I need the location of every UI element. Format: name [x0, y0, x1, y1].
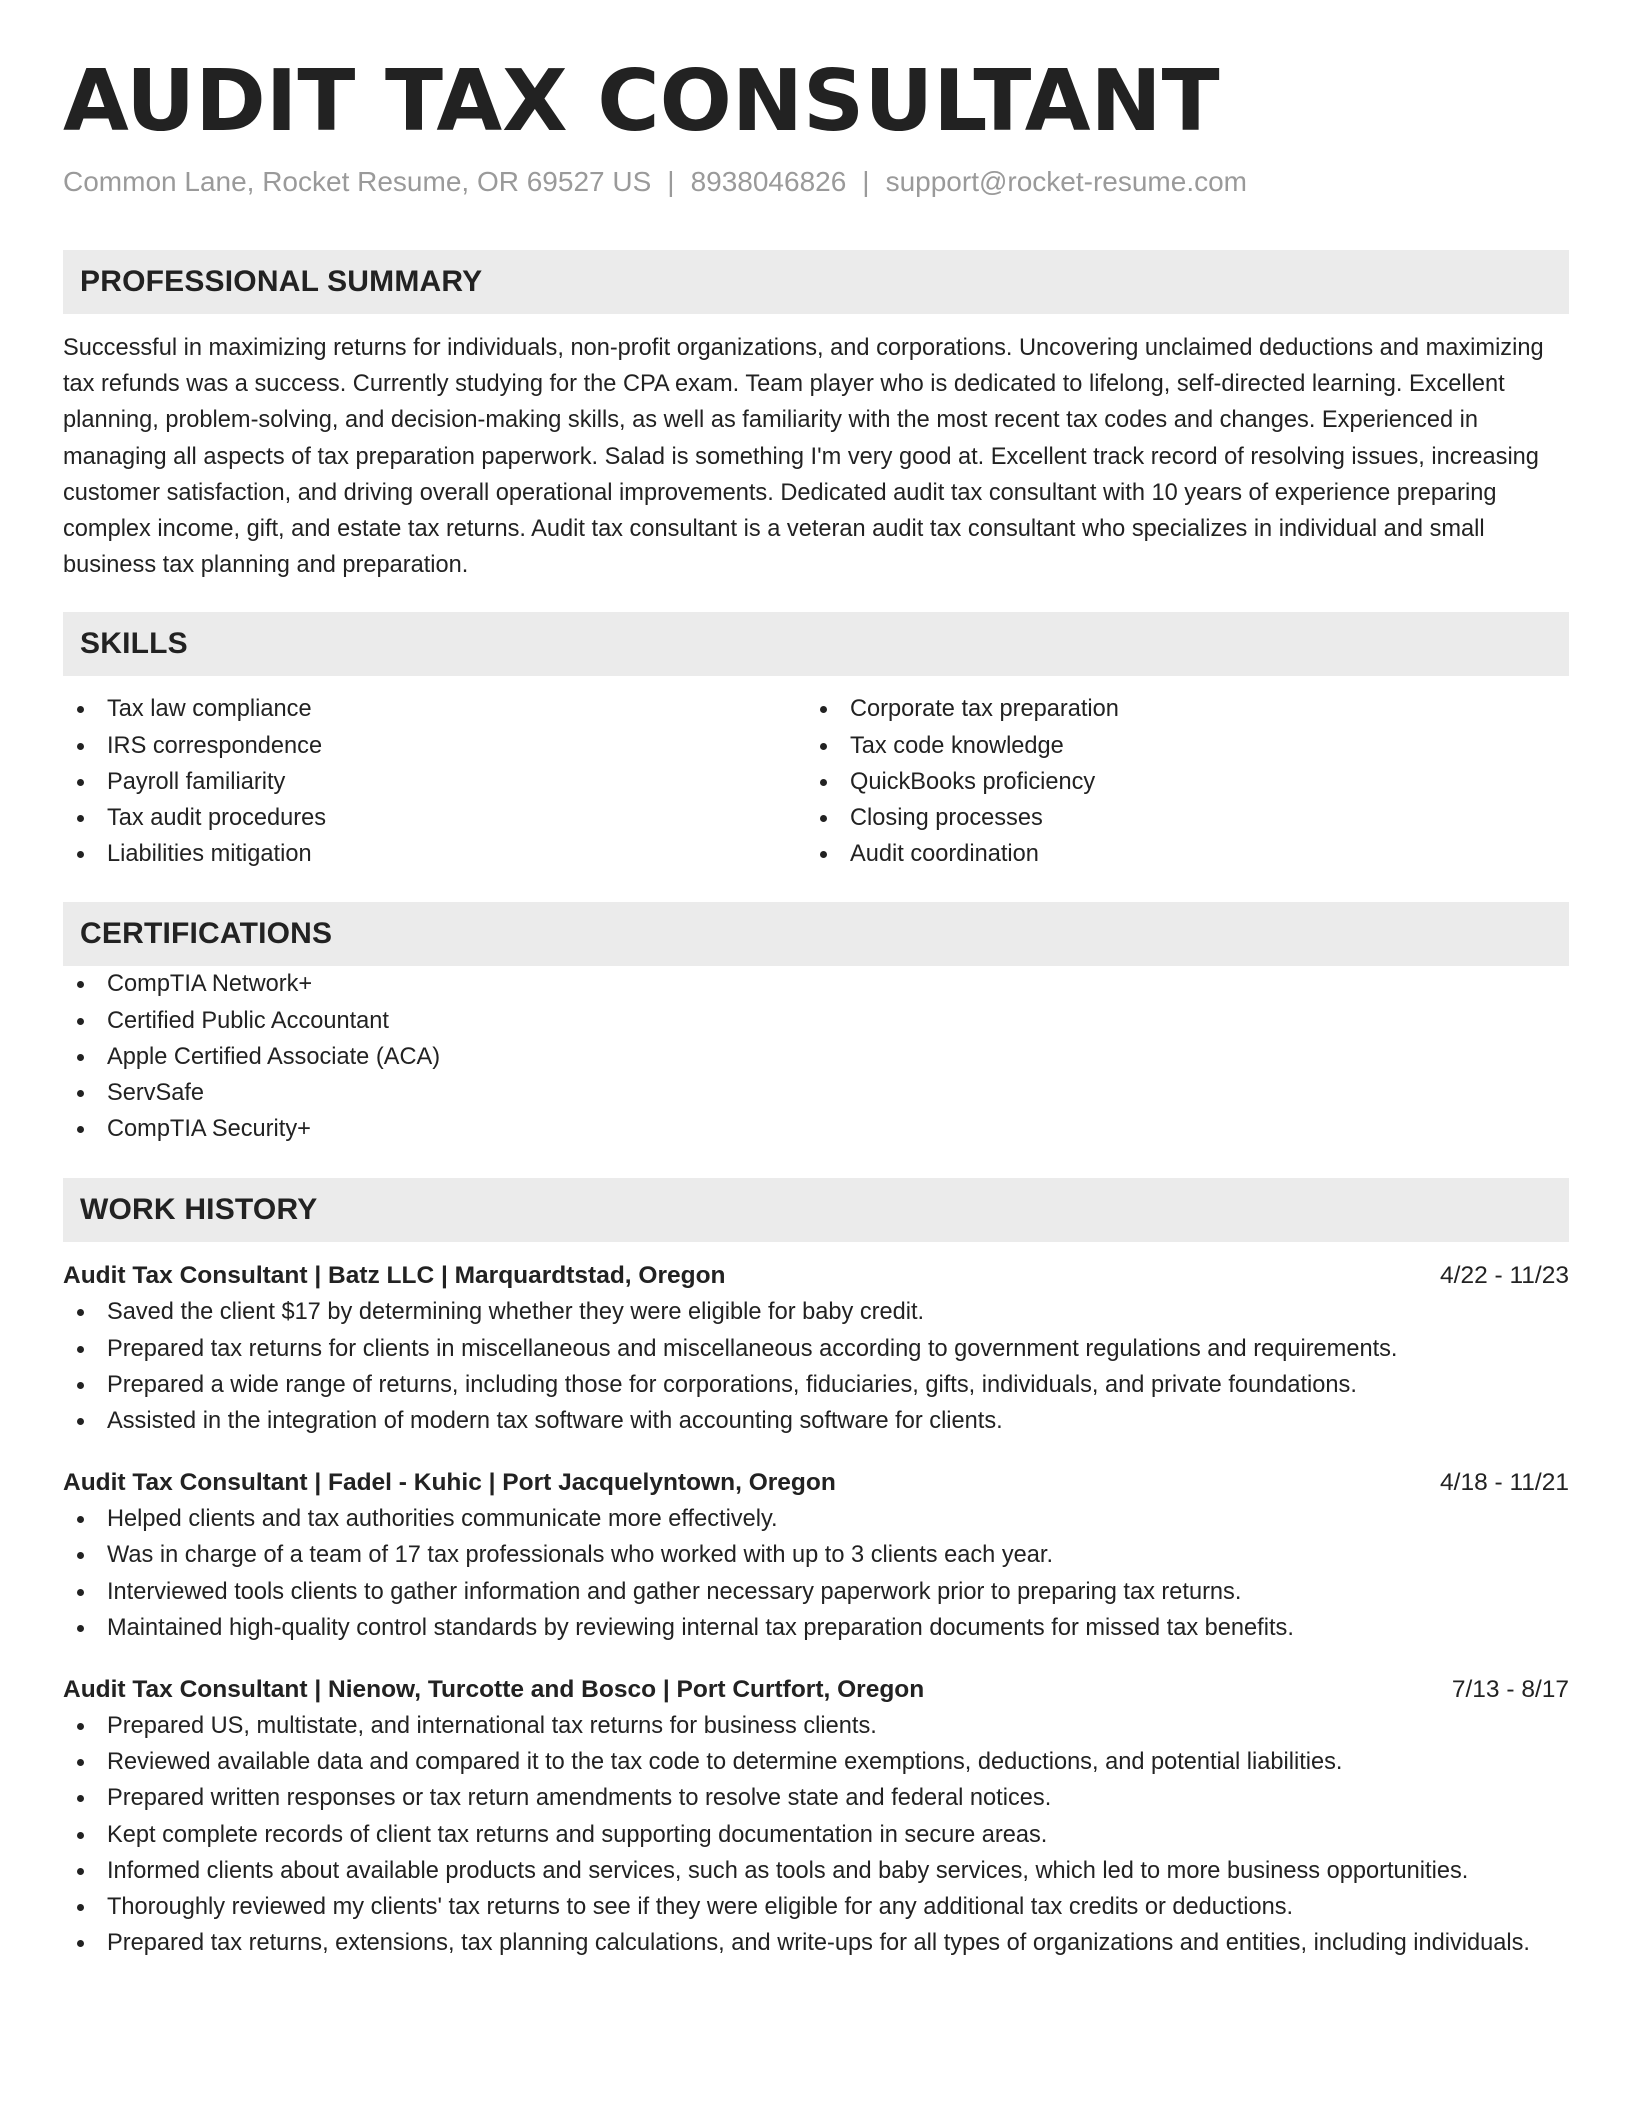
certification-item: CompTIA Security+ [63, 1111, 1569, 1147]
job-bullets [63, 1708, 1569, 1961]
skill-item: Liabilities mitigation [63, 836, 806, 872]
job-heading: Audit Tax Consultant | Batz LLC | Marquardtstad, Oregon [63, 1262, 726, 1290]
job-bullet: Informed clients about available products and services, such as tools and baby services, which led to more business opportunities. [63, 1853, 1569, 1889]
job-bullet: Prepared tax returns for clients in miscellaneous and miscellaneous according to government regulations and requirements. [63, 1331, 1569, 1367]
job-bullets [63, 1294, 1569, 1439]
job-bullet: Saved the client $17 by determining whether they were eligible for baby credit. [63, 1294, 1569, 1330]
certifications-list [63, 966, 1569, 1147]
certifications-section-header: CERTIFICATIONS [63, 902, 1569, 966]
job-bullets [63, 1501, 1569, 1646]
job-bullet: Prepared US, multistate, and international tax returns for business clients. [63, 1708, 1569, 1744]
certification-item: Certified Public Accountant [63, 1003, 1569, 1039]
skill-item: QuickBooks proficiency [806, 764, 1549, 800]
summary-text: Successful in maximizing returns for individuals, non-profit organizations, and corporations. Uncovering unclaimed deductions and maximizing tax refunds was a success. Currently studying for the CPA exam. Team player who is dedicated to lifelong, self-directed learning. Excellent planning, problem-solving, and decision-making skills, as well as familiarity with the most recent tax codes and changes. Experienced in managing all aspects of tax preparation paperwork. Salad is something I'm very good at. Excellent track record of resolving issues, increasing customer satisfaction, and driving overall operational improvements. Dedicated audit tax consultant with 10 years of experience preparing complex income, gift, and estate tax returns. Audit tax consultant is a veteran audit tax consultant who specializes in individual and small business tax planning and preparation. [63, 335, 1544, 579]
contact-separator: | [667, 166, 675, 197]
skills-list-right [806, 691, 1549, 872]
job-dates: 4/22 - 11/23 [1440, 1262, 1569, 1290]
job-dates: 7/13 - 8/17 [1451, 1676, 1569, 1704]
certification-item: Apple Certified Associate (ACA) [63, 1039, 1569, 1075]
skill-item: Tax law compliance [63, 691, 806, 727]
skill-item: Closing processes [806, 800, 1549, 836]
job-bullet: Thoroughly reviewed my clients' tax returns to see if they were eligible for any additional tax credits or deductions. [63, 1889, 1569, 1925]
job-heading: Audit Tax Consultant | Fadel - Kuhic | Port Jacquelyntown, Oregon [63, 1469, 836, 1497]
job-entry [63, 1672, 1569, 1961]
skills-grid [63, 691, 1569, 872]
job-header [63, 1258, 1569, 1294]
job-dates: 4/18 - 11/21 [1440, 1469, 1569, 1497]
summary-section-header: PROFESSIONAL SUMMARY [63, 250, 1569, 314]
contact-address: Common Lane, Rocket Resume, OR 69527 US [63, 166, 652, 197]
contact-email: support@rocket-resume.com [885, 166, 1248, 197]
skill-item: Corporate tax preparation [806, 691, 1549, 727]
job-bullet: Maintained high-quality control standards by reviewing internal tax preparation documents for missed tax benefits. [63, 1610, 1569, 1646]
certification-item: ServSafe [63, 1075, 1569, 1111]
job-entry [63, 1258, 1569, 1439]
job-bullet: Interviewed tools clients to gather information and gather necessary paperwork prior to preparing tax returns. [63, 1574, 1569, 1610]
job-bullet: Assisted in the integration of modern tax software with accounting software for clients. [63, 1403, 1569, 1439]
job-bullet: Prepared tax returns, extensions, tax planning calculations, and write-ups for all types of organizations and entities, including individuals. [63, 1925, 1569, 1961]
contact-separator: | [862, 166, 870, 197]
job-header [63, 1672, 1569, 1708]
job-bullet: Kept complete records of client tax returns and supporting documentation in secure areas. [63, 1817, 1569, 1853]
job-bullet: Helped clients and tax authorities communicate more effectively. [63, 1501, 1569, 1537]
job-bullet: Reviewed available data and compared it to the tax code to determine exemptions, deductions, and potential liabilities. [63, 1744, 1569, 1780]
job-bullet: Was in charge of a team of 17 tax professionals who worked with up to 3 clients each year. [63, 1537, 1569, 1573]
skill-item: Audit coordination [806, 836, 1549, 872]
work-history-section-header: WORK HISTORY [63, 1178, 1569, 1242]
skill-item: IRS correspondence [63, 728, 806, 764]
contact-phone: 8938046826 [690, 166, 847, 197]
skill-item: Tax audit procedures [63, 800, 806, 836]
job-heading: Audit Tax Consultant | Nienow, Turcotte and Bosco | Port Curtfort, Oregon [63, 1676, 925, 1704]
job-bullet: Prepared a wide range of returns, including those for corporations, fiduciaries, gifts, individuals, and private foundations. [63, 1367, 1569, 1403]
skills-section-header: SKILLS [63, 612, 1569, 676]
skills-list-left [63, 691, 806, 872]
job-header [63, 1465, 1569, 1501]
contact-line [63, 164, 1569, 200]
resume-name: AUDIT TAX CONSULTANT [63, 52, 1220, 151]
job-bullet: Prepared written responses or tax return amendments to resolve state and federal notices. [63, 1780, 1569, 1816]
certification-item: CompTIA Network+ [63, 966, 1569, 1002]
skill-item: Tax code knowledge [806, 728, 1549, 764]
skill-item: Payroll familiarity [63, 764, 806, 800]
job-entry [63, 1465, 1569, 1646]
